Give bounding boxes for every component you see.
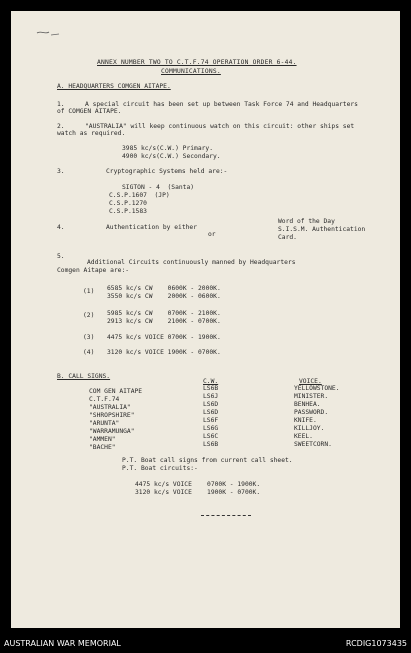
item-4-sism: S.I.S.M. Authentication — [278, 226, 366, 233]
circuit-line: 6585 kc/s CW 0600K - 2000K. — [107, 285, 221, 292]
pt-boat-circuits: P.T. Boat circuits:- — [122, 465, 198, 472]
call-sign-name: "AUSTRALIA" — [89, 404, 131, 411]
pt-circuit-line: 3120 kc/s VOICE 1900K - 0700K. — [135, 489, 261, 496]
circuit-line: 4475 kc/s VOICE 0700K - 1900K. — [107, 334, 221, 341]
call-sign-cw: LS6G — [203, 425, 219, 432]
crypto-system: SIGTON - 4 (Santa) — [122, 184, 195, 191]
call-sign-name: "SHROPSHIRE" — [89, 412, 135, 419]
call-sign-name: "AMMEN" — [89, 436, 116, 443]
crypto-system: C.S.P.1607 (JP) — [109, 192, 170, 199]
item-5-line2: Comgen Aitape are:- — [57, 267, 130, 274]
item-4-text: Authentication by either — [106, 224, 197, 231]
call-sign-cw: LS6D — [203, 401, 219, 408]
handwritten-marks — [35, 27, 63, 41]
call-sign-name: "WARRAMUNGA" — [89, 428, 135, 435]
call-sign-cw: LS6B — [203, 385, 219, 392]
circuit-line: 2913 kc/s CW 2100K - 0700K. — [107, 318, 221, 325]
circuit-number: (4) — [83, 349, 95, 356]
archive-footer — [0, 637, 411, 653]
pt-boat-call-signs: P.T. Boat call signs from current call sheet. — [122, 457, 293, 464]
crypto-system: C.S.P.1583 — [109, 208, 147, 215]
circuit-number: (2) — [83, 312, 95, 319]
call-sign-voice: YELLOWSTONE. — [294, 385, 340, 392]
item-5-line1: Additional Circuits continuously manned by Headquarters — [87, 259, 296, 266]
call-sign-voice: KNIFE. — [294, 417, 317, 424]
item-3-number: 3. — [57, 168, 65, 175]
call-sign-name: COM GEN AITAPE — [89, 388, 143, 395]
frequency-secondary: 4900 kc/s(C.W.) Secondary. — [122, 153, 221, 160]
call-sign-cw: LS6F — [203, 417, 219, 424]
end-separator — [201, 515, 251, 516]
section-b-heading: B. CALL SIGNS. — [57, 373, 111, 380]
item-4-number: 4. — [57, 224, 65, 231]
call-sign-voice: KEEL. — [294, 433, 313, 440]
call-sign-voice: PASSWORD. — [294, 409, 329, 416]
document-title: ANNEX NUMBER TWO TO C.T.F.74 OPERATION ORDER 6-44. — [97, 59, 297, 66]
circuit-line: 5985 kc/s CW 0700K - 2100K. — [107, 310, 221, 317]
archive-name: AUSTRALIAN WAR MEMORIAL — [4, 639, 121, 648]
call-sign-cw: LS6B — [203, 441, 219, 448]
item-1-text: A special circuit has been set up between Task Force 74 and Headquarters of COMGEN AITAPE. — [57, 101, 358, 116]
call-sign-cw: LS6J — [203, 393, 219, 400]
circuit-number: (3) — [83, 334, 95, 341]
item-2-number: 2. — [57, 123, 65, 130]
item-2-text: "AUSTRALIA" will keep continuous watch on this circuit: other ships set watch as required. — [57, 123, 355, 138]
frequency-primary: 3985 kc/s(C.W.) Primary. — [122, 145, 213, 152]
call-sign-voice: SWEETCORN. — [294, 441, 332, 448]
call-sign-voice: MINISTER. — [294, 393, 329, 400]
pt-circuit-line: 4475 kc/s VOICE 0700K - 1900K. — [135, 481, 261, 488]
item-4-word-of-day: Word of the Day — [278, 218, 335, 225]
circuit-line: 3550 kc/s CW 2000K - 0600K. — [107, 293, 221, 300]
item-1-number: 1. — [57, 101, 65, 108]
section-a-heading: A. HEADQUARTERS COMGEN AITAPE. — [57, 83, 171, 90]
item-4-card: Card. — [278, 234, 297, 241]
crypto-system: C.S.P.1270 — [109, 200, 147, 207]
call-sign-voice: KILLJOY. — [294, 425, 325, 432]
item-3-text: Cryptographic Systems held are:- — [106, 168, 228, 175]
archive-id: RCDIG1073435 — [345, 639, 407, 648]
item-4-or: or — [208, 231, 216, 238]
column-header-cw: C.W. — [203, 378, 219, 385]
column-header-voice: VOICE. — [299, 378, 322, 385]
document-page — [11, 11, 400, 628]
item-5-number: 5. — [57, 253, 65, 260]
circuit-line: 3120 kc/s VOICE 1900K - 0700K. — [107, 349, 221, 356]
call-sign-name: "BACHE" — [89, 444, 116, 451]
document-subtitle: COMMUNICATIONS. — [161, 68, 221, 75]
call-sign-cw: LS6C — [203, 433, 219, 440]
call-sign-cw: LS6D — [203, 409, 219, 416]
call-sign-name: "ARUNTA" — [89, 420, 120, 427]
call-sign-name: C.T.F.74 — [89, 396, 120, 403]
circuit-number: (1) — [83, 288, 95, 295]
call-sign-voice: BENHEA. — [294, 401, 321, 408]
